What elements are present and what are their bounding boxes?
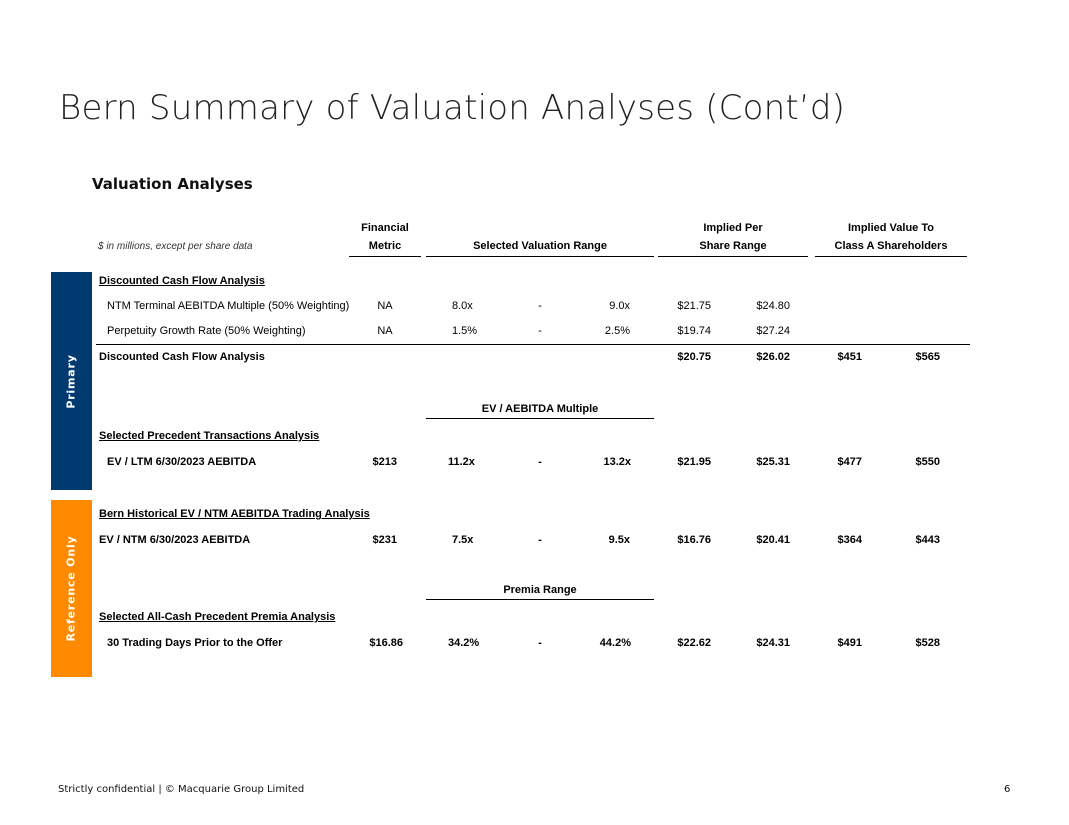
range-high-cell: 2.5% xyxy=(604,325,630,337)
per-share-low-cell: $16.76 xyxy=(677,534,711,546)
precedent-range-rule xyxy=(426,418,654,419)
range-low-cell: 11.2x xyxy=(448,456,475,468)
row-label: 30 Trading Days Prior to the Offer xyxy=(107,637,283,649)
header-per-share-line2: Share Range xyxy=(699,240,767,252)
header-rule-per-share xyxy=(658,256,808,257)
per-share-low-cell: $21.95 xyxy=(677,456,711,468)
row-label: NTM Terminal AEBITDA Multiple (50% Weighting) xyxy=(107,300,350,312)
per-share-high-cell: $20.41 xyxy=(756,534,790,546)
metric-cell: NA xyxy=(377,300,393,312)
range-low-cell: 8.0x xyxy=(452,300,473,312)
premia-range-header: Premia Range xyxy=(503,584,577,596)
header-rule-metric xyxy=(349,256,421,257)
section-subtitle: Valuation Analyses xyxy=(92,175,253,193)
value-high-cell: $565 xyxy=(915,351,940,363)
header-metric-line1: Financial xyxy=(361,222,409,234)
primary-band xyxy=(51,272,92,490)
metric-cell: $16.86 xyxy=(369,637,403,649)
dcf-total-rule xyxy=(96,344,970,345)
range-high-cell: 9.0x xyxy=(609,300,630,312)
range-low-cell: 1.5% xyxy=(452,325,478,337)
reference-band xyxy=(51,500,92,677)
range-dash: - xyxy=(538,300,542,312)
per-share-low-cell: $22.62 xyxy=(677,637,711,649)
header-rule-class-a xyxy=(815,256,967,257)
range-low-cell: 34.2% xyxy=(448,637,480,649)
per-share-low-cell: $19.74 xyxy=(677,325,711,337)
premia-heading: Selected All-Cash Precedent Premia Analysis xyxy=(99,611,336,623)
row-label: EV / LTM 6/30/2023 AEBITDA xyxy=(107,456,257,468)
header-metric-line2: Metric xyxy=(368,240,402,252)
value-low-cell: $477 xyxy=(837,456,862,468)
per-share-high-cell: $24.31 xyxy=(756,637,790,649)
header-range: Selected Valuation Range xyxy=(473,240,607,252)
header-per-share-line1: Implied Per xyxy=(703,222,763,234)
reference-band-label: Reference Only xyxy=(65,535,78,642)
value-low-cell: $451 xyxy=(837,351,862,363)
metric-cell: NA xyxy=(377,325,393,337)
per-share-high-cell: $27.24 xyxy=(756,325,790,337)
precedent-range-header: EV / AEBITDA Multiple xyxy=(481,403,599,415)
per-share-high-cell: $25.31 xyxy=(756,456,790,468)
per-share-high-cell: $24.80 xyxy=(756,300,790,312)
primary-band-label: Primary xyxy=(65,353,78,409)
range-low-cell: 7.5x xyxy=(452,534,474,546)
range-high-cell: 9.5x xyxy=(608,534,630,546)
metric-cell: $213 xyxy=(372,456,397,468)
trading-heading: Bern Historical EV / NTM AEBITDA Trading Analysis xyxy=(99,508,370,520)
row-label: Discounted Cash Flow Analysis xyxy=(99,351,265,363)
header-class-a-line1: Implied Value To xyxy=(848,222,934,234)
precedent-heading: Selected Precedent Transactions Analysis xyxy=(99,430,320,442)
page-number: 6 xyxy=(1004,784,1011,795)
range-dash: - xyxy=(538,456,542,468)
row-label: EV / NTM 6/30/2023 AEBITDA xyxy=(99,534,251,546)
value-high-cell: $443 xyxy=(915,534,940,546)
units-note: $ in millions, except per share data xyxy=(98,241,253,252)
range-high-cell: 13.2x xyxy=(603,456,631,468)
range-dash: - xyxy=(538,637,542,649)
metric-cell: $231 xyxy=(372,534,397,546)
range-high-cell: 44.2% xyxy=(599,637,631,649)
page-title: Bern Summary of Valuation Analyses (Cont’d) xyxy=(59,88,846,128)
per-share-low-cell: $21.75 xyxy=(677,300,711,312)
range-dash: - xyxy=(538,534,542,546)
value-low-cell: $364 xyxy=(837,534,862,546)
value-high-cell: $550 xyxy=(915,456,940,468)
confidentiality-footer: Strictly confidential | © Macquarie Group Limited xyxy=(58,784,305,795)
range-dash: - xyxy=(538,325,542,337)
value-low-cell: $491 xyxy=(837,637,862,649)
premia-range-rule xyxy=(426,599,654,600)
value-high-cell: $528 xyxy=(915,637,940,649)
dcf-heading: Discounted Cash Flow Analysis xyxy=(99,275,265,287)
header-rule-range xyxy=(426,256,654,257)
header-class-a-line2: Class A Shareholders xyxy=(834,240,948,252)
per-share-high-cell: $26.02 xyxy=(756,351,790,363)
row-label: Perpetuity Growth Rate (50% Weighting) xyxy=(107,325,306,337)
per-share-low-cell: $20.75 xyxy=(677,351,711,363)
